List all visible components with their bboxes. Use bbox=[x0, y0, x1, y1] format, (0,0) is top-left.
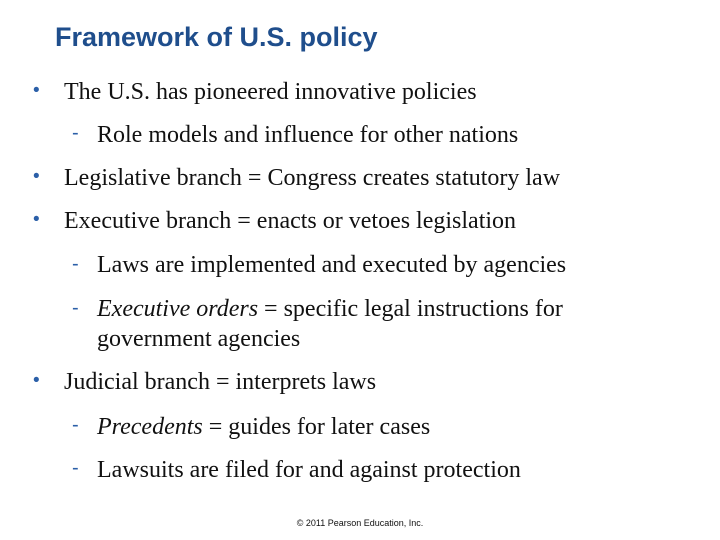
bullet-item: Judicial branch = interprets laws bbox=[64, 369, 377, 395]
sub-bullet-item: Laws are implemented and executed by agencies bbox=[97, 252, 567, 278]
emphasis-term: Executive orders bbox=[97, 296, 259, 322]
emphasis-term: Precedents bbox=[97, 414, 203, 440]
dash-icon: - bbox=[72, 253, 79, 275]
dash-icon: - bbox=[72, 457, 79, 479]
sub-bullet-item bbox=[97, 413, 430, 442]
dash-icon: - bbox=[72, 414, 79, 436]
sub-bullet-item: Role models and influence for other nations bbox=[97, 122, 519, 148]
copyright-footer: © 2011 Pearson Education, Inc. bbox=[296, 518, 424, 528]
bullet-item: Legislative branch = Congress creates statutory law bbox=[64, 165, 561, 191]
definition-text: = specific legal instructions for bbox=[258, 296, 563, 322]
slide-title: Framework of U.S. policy bbox=[55, 22, 378, 52]
bullet-icon: • bbox=[33, 80, 40, 101]
definition-text: = guides for later cases bbox=[202, 414, 431, 440]
bullet-icon: • bbox=[33, 209, 40, 230]
sub-bullet-continuation: government agencies bbox=[97, 326, 301, 352]
bullet-item: The U.S. has pioneered innovative policies bbox=[64, 79, 477, 105]
dash-icon: - bbox=[72, 122, 79, 144]
sub-bullet-item bbox=[97, 295, 563, 324]
bullet-icon: • bbox=[33, 370, 40, 391]
sub-bullet-item: Lawsuits are filed for and against protection bbox=[97, 457, 521, 483]
bullet-icon: • bbox=[33, 166, 40, 187]
bullet-item: Executive branch = enacts or vetoes legislation bbox=[64, 208, 517, 234]
dash-icon: - bbox=[72, 297, 79, 319]
